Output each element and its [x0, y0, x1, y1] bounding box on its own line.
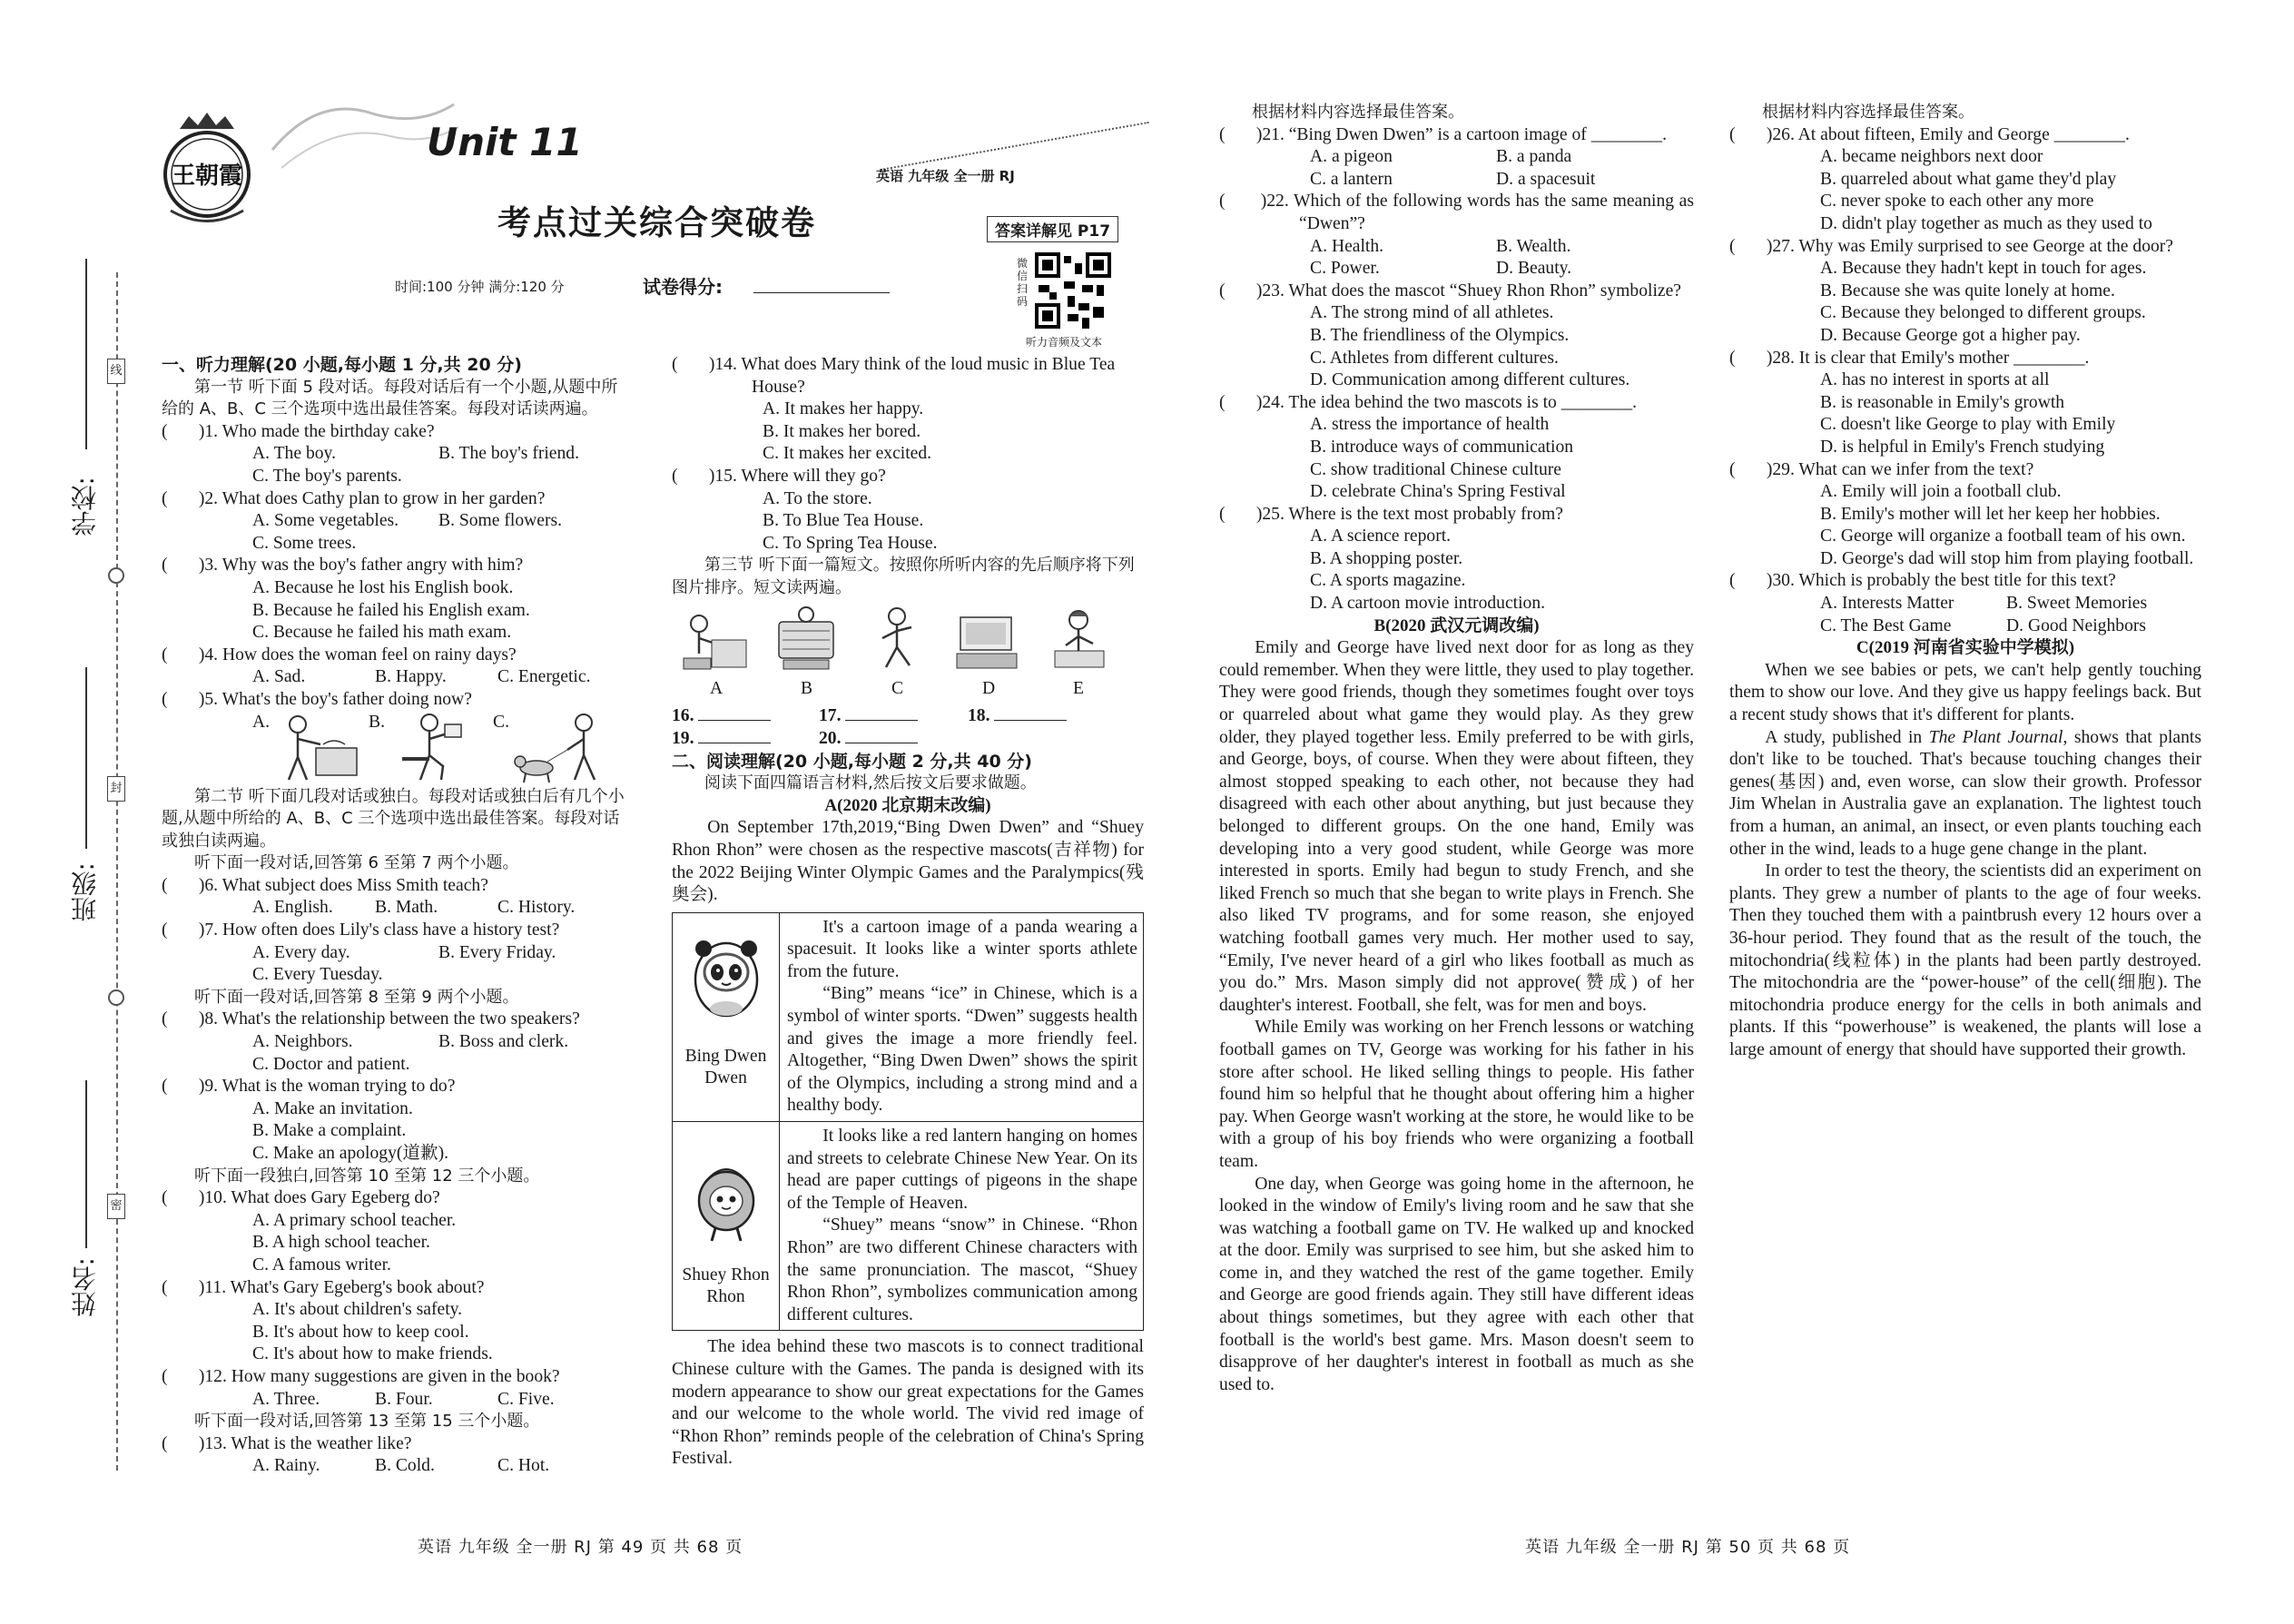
picture-d-icon	[951, 604, 1024, 674]
option[interactable]: A. Because he lost his English book.	[252, 577, 514, 597]
ribbon-decoration	[263, 86, 436, 195]
question-2[interactable]: ( )2. What does Cathy plan to grow in her garden?	[162, 488, 546, 508]
school-label: 学校:	[70, 477, 100, 536]
option[interactable]: B. A shopping poster.	[1310, 548, 1463, 568]
mascot-text: “Shuey” means “snow” in Chinese. “Rhon Rhon” are two different Chinese characters with the same pronunciation. The mascot, “Shuey Rhon Rhon”, symbolizes communication among different cultures.	[787, 1216, 1137, 1324]
option[interactable]: A. English.	[252, 898, 333, 918]
question-6[interactable]: ( )6. What subject does Miss Smith teach?	[162, 875, 488, 895]
picture-sequence	[672, 604, 1144, 705]
option[interactable]: B. Because he failed his English exam.	[252, 600, 530, 620]
option[interactable]: C. Make an apology(道歉).	[252, 1144, 449, 1163]
option[interactable]: A. The boy.	[252, 444, 336, 464]
passage-c-label: C(2019 河南省实验中学模拟)	[1856, 638, 2075, 658]
picture-a-icon	[679, 604, 752, 674]
question-21[interactable]: ( )21. “Bing Dwen Dwen” is a cartoon image of ________.	[1219, 124, 1667, 144]
mascot-cell	[673, 912, 780, 1121]
option[interactable]: B. Happy.	[375, 667, 447, 687]
question-3[interactable]: ( )3. Why was the boy's father angry with him?	[162, 556, 524, 576]
passage-b-paragraph-3: One day, when George was going home in the afternoon, he looked in the window of Emily's living room and he saw that she was watching a football game on TV. He walked up and knocked at the door. Emily was surprised to see him, but she asked him to come in, and they watched the rest of the game together. Emily and George are good friends again. They still have different ideas about things sometimes, but they agree with each other that football is the world's best game. Mrs. Mason doesn't seem to disapprove of her daughter's interest in football as much as she used to.	[1219, 1174, 1694, 1394]
binding-hole	[108, 567, 124, 584]
instruction-8-9: 听下面一段对话,回答第 8 至第 9 两个小题。	[194, 987, 519, 1007]
option[interactable]: A. To the store.	[763, 488, 872, 508]
question-25[interactable]: ( )25. Where is the text most probably from?	[1219, 504, 1563, 524]
blank-17[interactable]	[845, 720, 918, 721]
question-4[interactable]: ( )4. How does the woman feel on rainy days?	[162, 645, 517, 664]
picture-label: C	[891, 678, 904, 698]
question-29[interactable]: ( )29. What can we infer from the text?	[1729, 459, 2034, 479]
option[interactable]: B. The friendliness of the Olympics.	[1310, 325, 1570, 345]
picture-e-icon	[1042, 604, 1115, 674]
option[interactable]: A. stress the importance of health	[1310, 415, 1550, 435]
column-4	[1729, 102, 2201, 1062]
option[interactable]: B. introduce ways of communication	[1310, 437, 1574, 457]
option[interactable]: C. Power.	[1310, 259, 1380, 279]
picture-label: E	[1073, 678, 1084, 698]
unit-title: Unit 11	[427, 120, 583, 164]
option[interactable]: A. A science report.	[1310, 527, 1452, 546]
option[interactable]: C. The Best Game	[1820, 615, 1952, 635]
option[interactable]: B. The boy's friend.	[438, 444, 579, 464]
binding-mark-feng: 封	[107, 776, 125, 802]
question-15[interactable]: ( )15. Where will they go?	[672, 466, 886, 486]
option[interactable]: B. Four.	[375, 1389, 433, 1409]
option[interactable]: C. Because he failed his math exam.	[252, 623, 512, 643]
page-footer-left: 英语 九年级 全一册 RJ 第 49 页 共 68 页	[418, 1538, 743, 1557]
panda-mascot-icon	[685, 934, 767, 1021]
binding-hole	[108, 989, 124, 1006]
binding-cut-line	[116, 272, 118, 1471]
paper-subtitle: 考点过关综合突破卷	[497, 202, 816, 242]
option[interactable]: B. A high school teacher.	[252, 1233, 430, 1253]
part1-heading: 一、听力理解(20 小题,每小题 1 分,共 20 分)	[162, 355, 522, 375]
instruction-10-12: 听下面一段独白,回答第 10 至第 12 三个小题。	[194, 1166, 540, 1186]
option[interactable]: B. It makes her bored.	[763, 421, 921, 441]
school-field[interactable]	[85, 259, 87, 449]
option[interactable]: C. History.	[497, 898, 576, 918]
option[interactable]: A. It makes her happy.	[763, 399, 924, 419]
option[interactable]: A. Some vegetables.	[252, 511, 399, 531]
name-label: 姓名:	[70, 1257, 100, 1317]
answer-reference: 答案详解见 P17	[987, 216, 1118, 242]
option[interactable]: B. a panda	[1496, 147, 1572, 167]
option[interactable]: D. George's dad will stop him from playing football.	[1820, 548, 2194, 568]
option[interactable]: B. Boss and clerk.	[438, 1032, 569, 1052]
blank-label: 17.	[819, 705, 842, 725]
blank-label: 20.	[819, 728, 842, 748]
picture-label: A	[710, 678, 724, 698]
blank-label: 18.	[968, 705, 990, 725]
column-2	[672, 354, 1144, 1471]
man-reading-icon	[389, 712, 479, 786]
page-footer-right: 英语 九年级 全一册 RJ 第 50 页 共 68 页	[1525, 1538, 1851, 1557]
publisher-logo	[153, 109, 261, 218]
option[interactable]: D. Good Neighbors	[2006, 615, 2147, 635]
option[interactable]: A. The strong mind of all athletes.	[1310, 303, 1554, 323]
question-8[interactable]: ( )8. What's the relationship between the two speakers?	[162, 1009, 580, 1029]
option[interactable]: D. didn't play together as much as they used to	[1820, 213, 2152, 233]
qr-caption: 听力音频及文本	[1026, 336, 1103, 349]
question-28[interactable]: ( )28. It is clear that Emily's mother ________.	[1729, 348, 2090, 368]
option[interactable]: B. Make a complaint.	[252, 1121, 407, 1141]
question-13[interactable]: ( )13. What is the weather like?	[162, 1433, 412, 1453]
option[interactable]: C. Energetic.	[497, 667, 591, 687]
score-field[interactable]	[753, 292, 890, 293]
scan-label: 微信扫码	[1017, 257, 1029, 308]
question-10[interactable]: ( )10. What does Gary Egeberg do?	[162, 1188, 440, 1208]
picture-c-icon	[861, 604, 933, 674]
option[interactable]: B. Emily's mother will let her keep her hobbies.	[1820, 504, 2161, 524]
option[interactable]: D. Communication among different cultures.	[1310, 370, 1630, 390]
option[interactable]: D. a spacesuit	[1496, 169, 1596, 189]
option[interactable]: A. A primary school teacher.	[252, 1210, 457, 1230]
picture-label: B	[801, 678, 813, 698]
option[interactable]: A. has no interest in sports at all	[1820, 370, 2050, 390]
passage-a-paragraph-1: On September 17th,2019,“Bing Dwen Dwen” and “Shuey Rhon Rhon” were chosen as the respective mascots(吉祥物) for the 2022 Beijing Winter Olympic Games and the Paralympics(残奥会).	[672, 818, 1144, 905]
option[interactable]: B. quarreled about what game they'd play	[1820, 169, 2117, 189]
option[interactable]: B. Wealth.	[1496, 236, 1571, 256]
option[interactable]: C. Because they belonged to different groups.	[1820, 303, 2146, 323]
passage-b-instruction: 根据材料内容选择最佳答案。	[1762, 103, 1974, 122]
option[interactable]: A. Three.	[252, 1389, 320, 1409]
option[interactable]: C. show traditional Chinese culture	[1310, 459, 1561, 479]
binding-mark-xian: 线	[107, 359, 125, 384]
option[interactable]: C. The boy's parents.	[252, 466, 402, 486]
option[interactable]: B.	[369, 712, 385, 732]
option[interactable]: B. It's about how to keep cool.	[252, 1322, 469, 1342]
section2-intro: 第二节 听下面几段对话或独白。每段对话或独白后有几个小题,从题中所给的 A、B、C 三个选项中选出最佳答案。每段对话或独白读两遍。	[162, 786, 625, 851]
binding-mark-mi: 密	[107, 1194, 125, 1219]
passage-c-paragraph-3: In order to test the theory, the scientists did an experiment on plants. They grew a number of plants to the age of four weeks. Then they touched them with a paintbrush every 12 hours over a 36-hour period. They found that as the result of the touch, the mitochondria(线粒体) in the plants had been partly destroyed. The mitochondria are the “power-house” of the cell(细胞). The mitochondria produce energy for the cells in both animals and plants. If this “powerhouse” is weakened, the plants will lose a large amount of energy that should have supported their growth.	[1729, 861, 2201, 1059]
option[interactable]: B. Because she was quite lonely at home.	[1820, 281, 2115, 300]
class-label: 班级:	[70, 862, 100, 922]
option[interactable]: C. Athletes from different cultures.	[1310, 348, 1559, 368]
passage-b-paragraph-1: Emily and George have lived next door for as long as they could remember. When they were little, they used to play together. They were good friends, though they sometimes fought over toys or quarreled about what game they would play. As they grew older, they played together less. Emily preferred to be with girls, and George, boys, of course. When they were about fifteen, they almost stopped speaking to each other, not because they had disagreed with each other about anything, but just because they belonged to different groups. On the one hand, Emily was developing into a very good student, while George was more interested in sports. Emily had begun to study French, and she liked French so much that she began to write plays in French. She also liked TV programs, and for some reason, she enjoyed watching football games very much. Her mother used to say, “Emily, I've never heard of a girl who likes football as much as you do.” Mrs. Mason simply did not approve(赞成) of her daughter's interest. Football, she felt, was for men and boys.	[1219, 638, 1694, 1015]
option[interactable]: C. George will organize a football team of his own.	[1820, 527, 2186, 546]
option[interactable]: A. It's about children's safety.	[252, 1300, 463, 1320]
course-tag: 英语 九年级 全一册 RJ	[876, 168, 1015, 184]
qr-code-icon[interactable]	[1035, 252, 1111, 329]
part2-heading: 二、阅读理解(20 小题,每小题 2 分,共 40 分)	[672, 751, 1032, 772]
question-11[interactable]: ( )11. What's Gary Egeberg's book about?	[162, 1277, 485, 1297]
option[interactable]: C. A sports magazine.	[1310, 571, 1466, 591]
mascot-description	[780, 912, 1144, 1121]
option[interactable]: C. Some trees.	[252, 533, 357, 553]
option[interactable]: D. celebrate China's Spring Festival	[1310, 482, 1566, 502]
option[interactable]: C. never spoke to each other any more	[1820, 192, 2094, 212]
option[interactable]: A. Rainy.	[252, 1456, 320, 1476]
question-5[interactable]: ( )5. What's the boy's father doing now?	[162, 689, 472, 709]
option[interactable]: B. is reasonable in Emily's growth	[1820, 392, 2065, 412]
blank-label: 19.	[672, 728, 694, 748]
question-24[interactable]: ( )24. The idea behind the two mascots is to ________.	[1219, 392, 1638, 412]
option[interactable]: C. Doctor and patient.	[252, 1054, 410, 1074]
column-3	[1219, 102, 1694, 1394]
option[interactable]: D. Beauty.	[1496, 259, 1572, 279]
option[interactable]: A. Health.	[1310, 236, 1384, 256]
option[interactable]: B. Every Friday.	[438, 942, 556, 962]
lantern-mascot-icon	[690, 1159, 763, 1246]
option[interactable]: C. A famous writer.	[252, 1255, 391, 1275]
option[interactable]: A. Make an invitation.	[252, 1098, 413, 1118]
option[interactable]: C. a lantern	[1310, 169, 1393, 189]
option[interactable]: C. It makes her excited.	[763, 444, 932, 464]
blank-16[interactable]	[698, 720, 771, 721]
option[interactable]: B. Cold.	[375, 1456, 435, 1476]
option[interactable]: B. To Blue Tea House.	[763, 511, 924, 531]
column-1	[162, 354, 634, 1478]
question-30[interactable]: ( )30. Which is probably the best title for this text?	[1729, 571, 2116, 591]
name-field[interactable]	[85, 1080, 87, 1248]
mascot-cell	[673, 1122, 780, 1331]
question-26[interactable]: ( )26. At about fifteen, Emily and George ________.	[1729, 124, 2130, 144]
question-7[interactable]: ( )7. How often does Lily's class have a history test?	[162, 920, 560, 940]
option[interactable]: A. Neighbors.	[252, 1032, 353, 1052]
option[interactable]: B. Some flowers.	[438, 511, 563, 531]
question-12[interactable]: ( )12. How many suggestions are given in the book?	[162, 1366, 560, 1386]
passage-c-paragraph-2: A study, published in The Plant Journal, shows that plants don't like to be touched. That's because touching changes their genes(基因) and, even worse, can slow their growth. Professor Jim Whelan in Australia gave an explanation. The lightest touch from a human, an animal, an insect, or even plants touching each other in the wind, leads to a huge gene change in the plant.	[1729, 727, 2201, 859]
option[interactable]: B. Sweet Memories	[2006, 594, 2148, 614]
mascot-description	[780, 1122, 1144, 1331]
mascot-text: “Bing” means “ice” in Chinese, which is a symbol of winter sports. “Dwen” suggests health and gives the image a more friendly feel. Altogether, “Bing Dwen Dwen” shows the spirit of the Olympics, including a strong mind and a healthy body.	[787, 984, 1137, 1116]
mascot-name: Shuey Rhon Rhon	[682, 1265, 770, 1306]
option[interactable]: A.	[252, 712, 271, 732]
section3-intro: 第三节 听下面一篇短文。按照你所听内容的先后顺序将下列图片排序。短文读两遍。	[672, 556, 1135, 597]
mascot-text: It looks like a red lantern hanging on homes and streets to celebrate Chinese New Year. On its head are paper cuttings of pigeons in the shape of the Temple of Heaven.	[787, 1127, 1137, 1213]
time-info: 时间:100 分钟 满分:120 分	[395, 279, 565, 295]
option[interactable]: C. Hot.	[497, 1456, 550, 1476]
option[interactable]: C. To Spring Tea House.	[763, 533, 938, 553]
option[interactable]: C. It's about how to make friends.	[252, 1344, 493, 1364]
option[interactable]: C. Every Tuesday.	[252, 965, 383, 985]
man-cooking-icon	[271, 712, 361, 786]
option[interactable]: D. is helpful in Emily's French studying	[1820, 437, 2105, 457]
section1-intro: 第一节 听下面 5 段对话。每段对话后有一个小题,从题中所给的 A、B、C 三个选项中选出最佳答案。每段对话读两遍。	[162, 377, 618, 419]
option[interactable]: A. Sad.	[252, 667, 306, 687]
man-walking-dog-icon	[511, 712, 620, 786]
class-field[interactable]	[85, 667, 87, 849]
table-row	[673, 912, 1144, 1121]
score-label: 试卷得分:	[643, 276, 723, 298]
blank-18[interactable]	[994, 720, 1067, 721]
header-dotted-line	[881, 122, 1149, 171]
passage-a-instruction: 根据材料内容选择最佳答案。	[1252, 103, 1464, 122]
instruction-6-7: 听下面一段对话,回答第 6 至第 7 两个小题。	[194, 853, 519, 873]
table-row	[673, 1122, 1144, 1331]
option[interactable]: A. Emily will join a football club.	[1820, 482, 2062, 502]
part2-intro: 阅读下面四篇语言材料,然后按文后要求做题。	[704, 773, 1037, 793]
question-27[interactable]: ( )27. Why was Emily surprised to see George at the door?	[1729, 236, 2174, 256]
option[interactable]: A. Every day.	[252, 942, 350, 962]
picture-label: D	[982, 678, 996, 698]
answer-blanks	[672, 705, 1144, 751]
option[interactable]: A. Interests Matter	[1820, 594, 1954, 614]
option[interactable]: B. Math.	[375, 898, 438, 918]
mascot-name: Bing Dwen Dwen	[684, 1047, 767, 1088]
option[interactable]: C.	[493, 712, 509, 732]
mascot-text: It's a cartoon image of a panda wearing a spacesuit. It looks like a winter sports athlete from the future.	[787, 917, 1137, 981]
passage-a-paragraph-2: The idea behind these two mascots is to connect traditional Chinese culture with the Games. The panda is designed with its modern appearance to show our great expectations for the Games and our welcome to the whole world. The vivid red image of “Rhon Rhon” reminds people of the celebration of China's Spring Festival.	[672, 1337, 1144, 1469]
picture-b-icon	[770, 604, 842, 674]
passage-b-label: B(2020 武汉元调改编)	[1373, 615, 1540, 635]
passage-a-label: A(2020 北京期末改编)	[824, 795, 991, 815]
question-23[interactable]: ( )23. What does the mascot “Shuey Rhon Rhon” symbolize?	[1219, 281, 1681, 300]
option[interactable]: D. Because George got a higher pay.	[1820, 325, 2081, 345]
option[interactable]: A. Because they hadn't kept in touch for ages.	[1820, 259, 2147, 279]
option[interactable]: A. became neighbors next door	[1820, 147, 2043, 167]
option[interactable]: A. a pigeon	[1310, 147, 1393, 167]
instruction-13-15: 听下面一段对话,回答第 13 至第 15 三个小题。	[194, 1412, 540, 1432]
blank-label: 16.	[672, 705, 694, 725]
passage-b-paragraph-2: While Emily was working on her French lessons or watching football games on TV, George was working for his father in his store after school. He liked selling things to people. His father found him so helpful that he thought about offering him a higher pay. When George wasn't working at the store, he would like to be with a group of his boy friends who were organizing a football team.	[1219, 1018, 1694, 1171]
question-14[interactable]: ( )14. What does Mary think of the loud music in Blue Tea House?	[672, 355, 1116, 397]
logo-text: 王朝霞	[171, 162, 243, 190]
passage-c-paragraph-1: When we see babies or pets, we can't help gently touching them to show our love. And they give us happy feelings back. But a recent study shows that it's different for plants.	[1729, 660, 2201, 725]
option[interactable]: C. Five.	[497, 1389, 555, 1409]
mascot-table	[672, 912, 1144, 1332]
question-9[interactable]: ( )9. What is the woman trying to do?	[162, 1077, 456, 1097]
option[interactable]: C. doesn't like George to play with Emily	[1820, 415, 2116, 435]
question-1[interactable]: ( )1. Who made the birthday cake?	[162, 421, 435, 441]
option[interactable]: D. A cartoon movie introduction.	[1310, 594, 1546, 614]
question-22[interactable]: ( )22. Which of the following words has the same meaning as “Dwen”?	[1219, 192, 1694, 233]
journal-title: The Plant Journal	[1928, 727, 2063, 747]
